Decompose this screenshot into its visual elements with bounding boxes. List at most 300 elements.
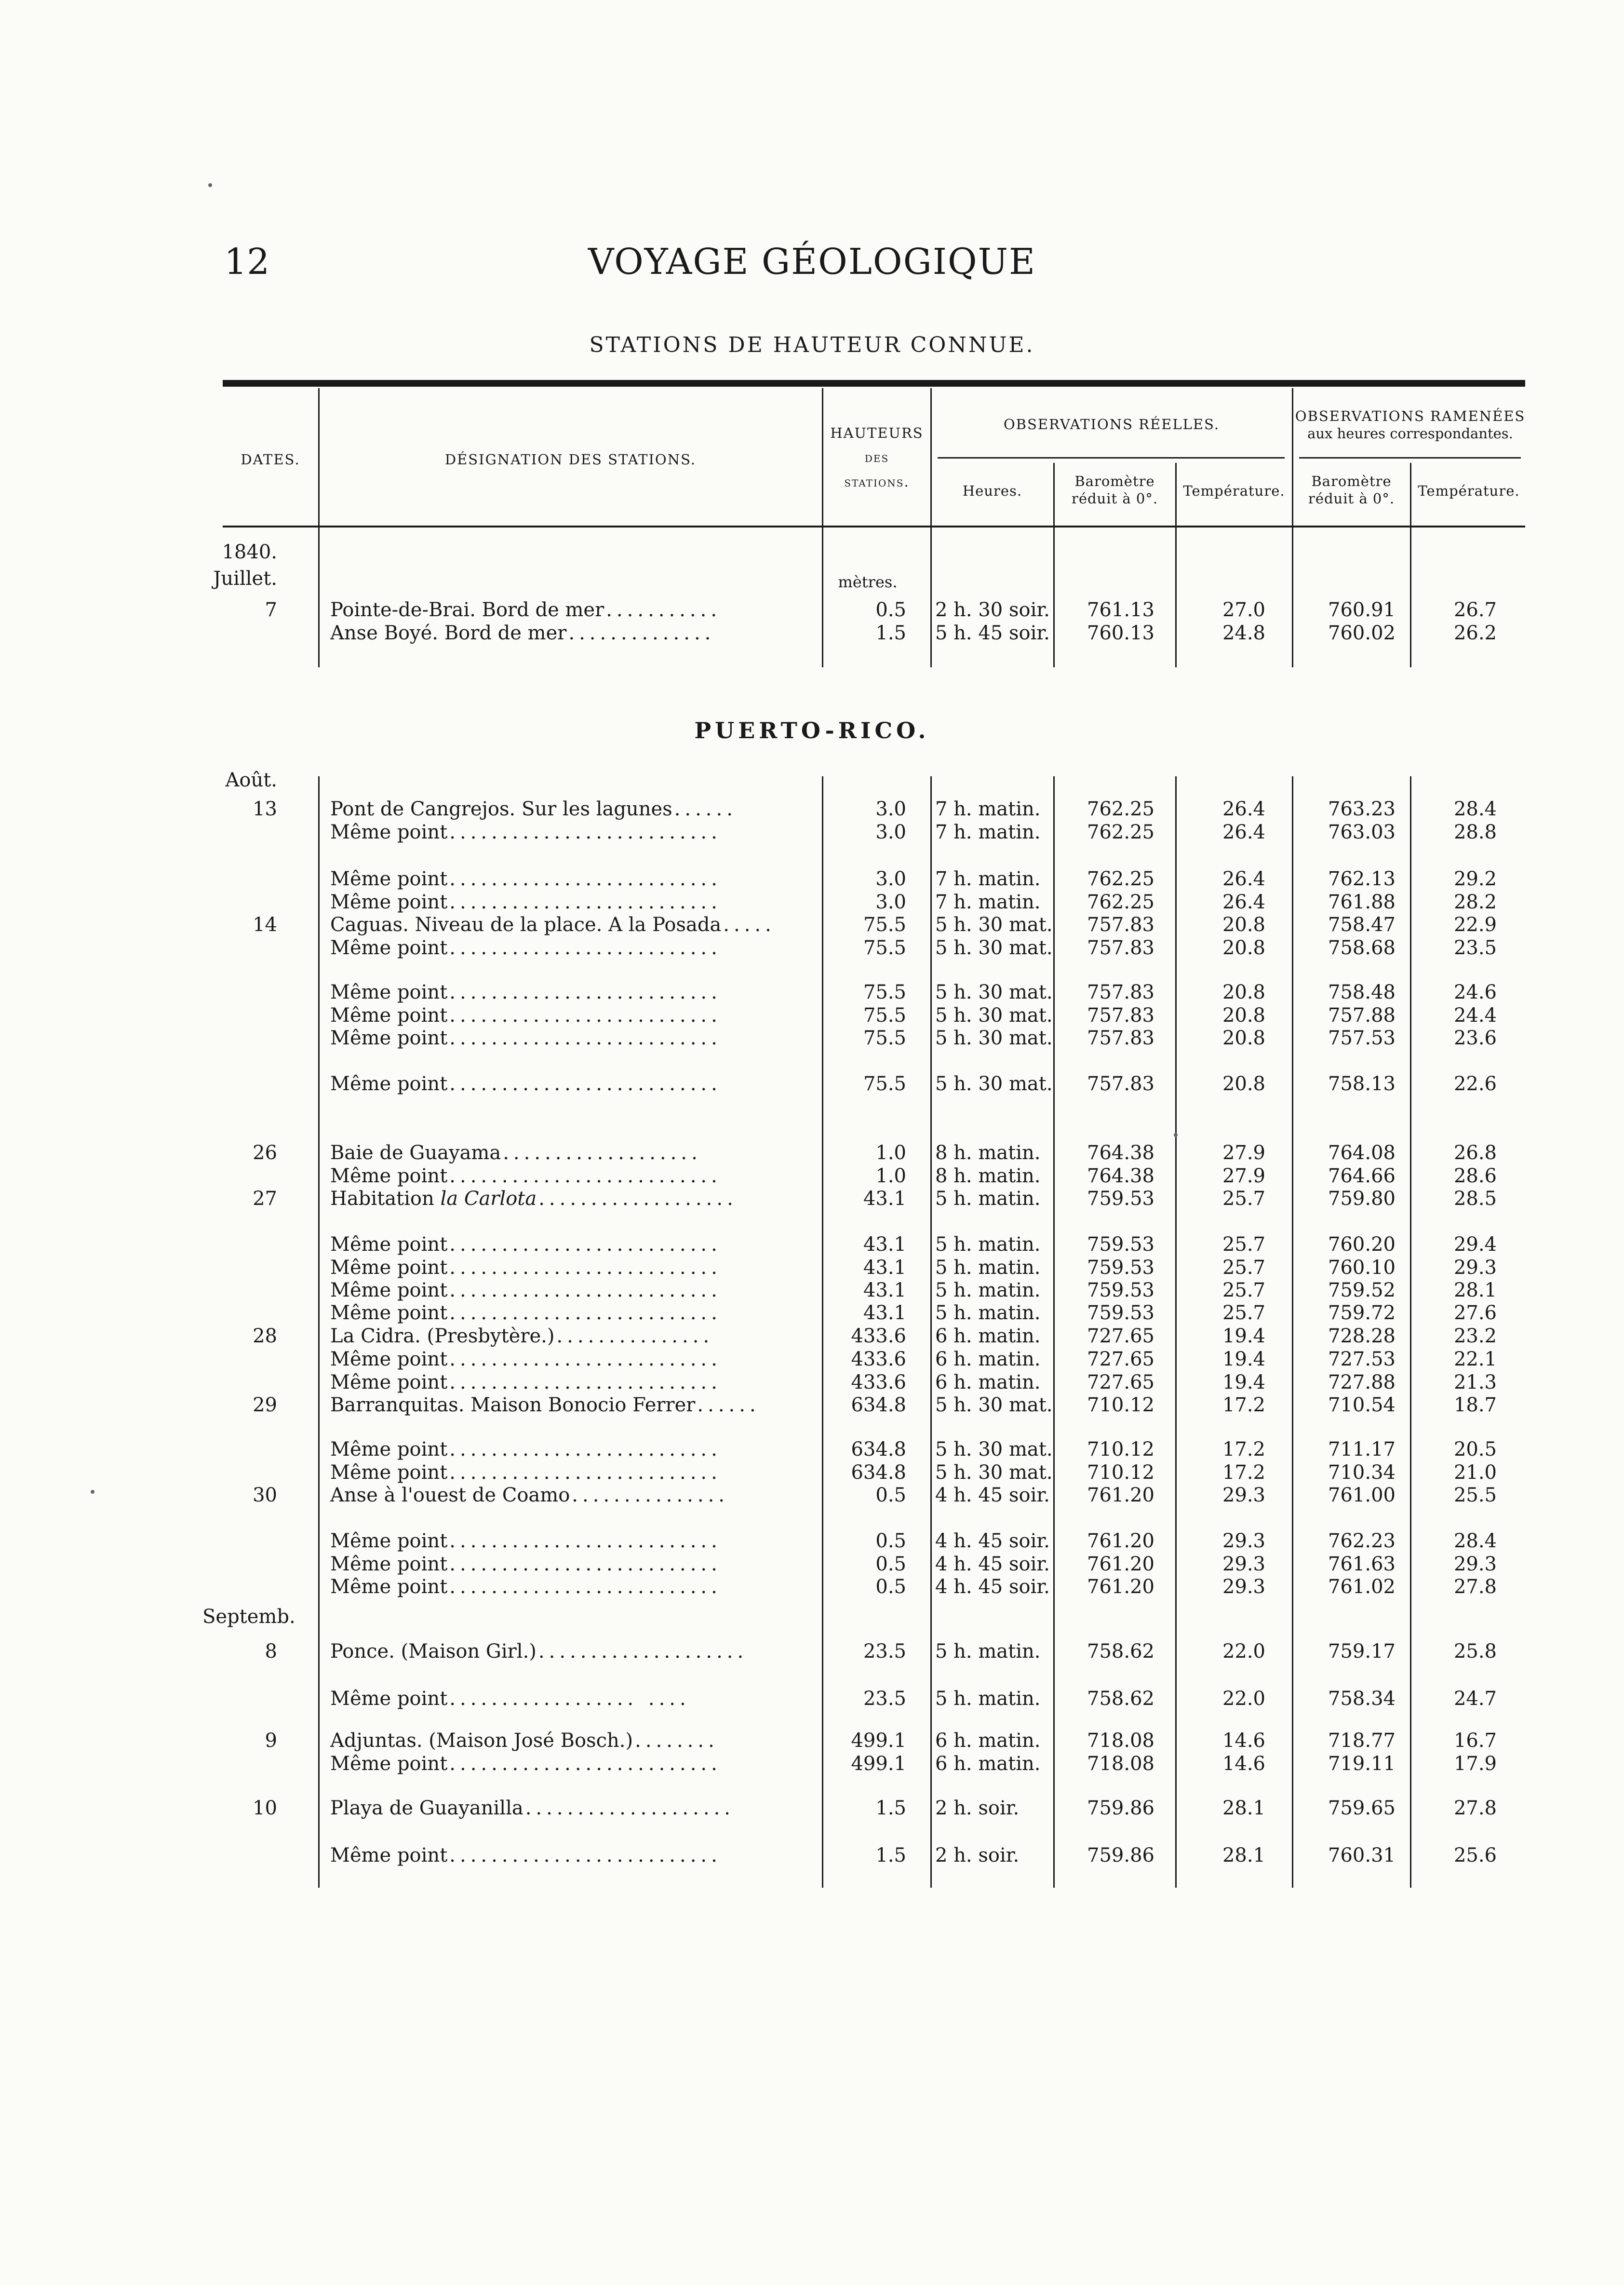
- row-time: 6 h. matin.: [935, 1753, 1041, 1775]
- row-temperature: 22.0: [1222, 1640, 1265, 1663]
- row-altitude: 0.5: [875, 1530, 906, 1552]
- col-divider: [822, 776, 823, 1888]
- row-barometer: 727.65: [1087, 1348, 1154, 1370]
- station-name-italic: la Carlota: [440, 1188, 537, 1210]
- row-altitude: 0.5: [875, 1553, 906, 1575]
- station-name-text: Même point: [330, 1688, 448, 1710]
- row-barometer: 727.65: [1087, 1325, 1154, 1347]
- col-divider: [1053, 527, 1055, 667]
- row-temperature: 27.9: [1222, 1165, 1265, 1187]
- row-temperature: 20.8: [1222, 1027, 1265, 1049]
- leader-dots: ..........................: [449, 1233, 722, 1256]
- row-date: 29: [253, 1394, 277, 1416]
- row-station-name: [330, 1688, 815, 1710]
- row-date: 14: [253, 914, 277, 936]
- row-temperature: 25.7: [1222, 1188, 1265, 1210]
- row-barometer-corrected: 718.77: [1328, 1730, 1396, 1752]
- leader-dots: ..........................: [449, 1371, 722, 1393]
- row-temperature: 25.7: [1222, 1302, 1265, 1324]
- row-altitude: 634.8: [851, 1394, 906, 1416]
- header-barometre-ramene: [1293, 473, 1410, 508]
- row-time: 5 h. 30 mat.: [935, 1394, 1053, 1416]
- header-hauteurs-line3: stations.: [844, 473, 910, 490]
- header-obs-ramenees: [1293, 407, 1528, 443]
- row-barometer: 727.65: [1087, 1371, 1154, 1393]
- row-temperature-corrected: 16.7: [1453, 1730, 1497, 1752]
- row-time: 7 h. matin.: [935, 798, 1041, 820]
- row-time: 5 h. 30 mat.: [935, 914, 1053, 936]
- row-temperature-corrected: 28.4: [1453, 1530, 1497, 1552]
- station-name-text: Même point: [330, 1279, 448, 1301]
- leader-dots: ..............: [568, 622, 715, 644]
- row-temperature-corrected: 24.7: [1453, 1688, 1497, 1710]
- row-barometer: 760.13: [1087, 622, 1154, 644]
- row-time: 5 h. 30 mat.: [935, 981, 1053, 1003]
- row-temperature-corrected: 26.8: [1453, 1142, 1497, 1164]
- row-barometer: 759.53: [1087, 1257, 1154, 1279]
- row-barometer: 759.86: [1087, 1797, 1154, 1819]
- leader-dots: ..........................: [449, 1461, 722, 1484]
- row-temperature: 29.3: [1222, 1530, 1265, 1552]
- row-barometer-corrected: 759.65: [1328, 1797, 1396, 1819]
- row-date: 7: [265, 599, 277, 621]
- station-name-text: Anse à l'ouest de Coamo: [330, 1484, 570, 1506]
- row-temperature-corrected: 27.6: [1453, 1302, 1497, 1324]
- header-dates: DATES.: [241, 451, 300, 468]
- row-time: 6 h. matin.: [935, 1348, 1041, 1370]
- header-barometre-line1: Baromètre: [1074, 473, 1155, 489]
- row-temperature-corrected: 26.2: [1453, 622, 1497, 644]
- leader-dots: ..........................: [449, 1348, 722, 1370]
- row-station-name: [330, 1553, 815, 1575]
- row-temperature-corrected: 29.4: [1453, 1233, 1497, 1256]
- leader-dots: ..........................: [449, 981, 722, 1003]
- row-barometer: 761.20: [1087, 1530, 1154, 1552]
- station-name-text: Habitation la Carlota: [330, 1188, 537, 1210]
- row-temperature: 22.0: [1222, 1688, 1265, 1710]
- station-name-text: Adjuntas. (Maison José Bosch.): [330, 1730, 633, 1752]
- row-barometer-corrected: 762.13: [1328, 868, 1396, 890]
- row-barometer: 762.25: [1087, 821, 1154, 843]
- row-altitude: 75.5: [863, 981, 906, 1003]
- row-altitude: 75.5: [863, 937, 906, 959]
- row-temperature-corrected: 23.5: [1453, 937, 1497, 959]
- row-altitude: 3.0: [875, 798, 906, 820]
- row-station-name: [330, 821, 815, 843]
- row-temperature: 24.8: [1222, 622, 1265, 644]
- row-temperature-corrected: 25.8: [1453, 1640, 1497, 1663]
- row-barometer: 759.53: [1087, 1188, 1154, 1210]
- row-date: 30: [253, 1484, 277, 1506]
- row-barometer-corrected: 758.13: [1328, 1073, 1396, 1095]
- row-temperature: 19.4: [1222, 1371, 1265, 1393]
- row-barometer-corrected: 763.23: [1328, 798, 1396, 820]
- station-name-text: Même point: [330, 821, 448, 843]
- row-time: 8 h. matin.: [935, 1142, 1041, 1164]
- row-station-name: [330, 1530, 815, 1552]
- col-divider: [1292, 776, 1293, 1888]
- scan-speck: [1174, 1133, 1178, 1137]
- row-barometer: 757.83: [1087, 914, 1154, 936]
- station-name-text: Même point: [330, 1027, 448, 1049]
- row-barometer-corrected: 760.91: [1328, 599, 1396, 621]
- row-temperature-corrected: 24.6: [1453, 981, 1497, 1003]
- station-name-text: Caguas. Niveau de la place. A la Posada: [330, 914, 722, 936]
- row-time: 7 h. matin.: [935, 868, 1041, 890]
- row-temperature: 20.8: [1222, 937, 1265, 959]
- station-name-text: Même point: [330, 1844, 448, 1866]
- row-temperature: 20.8: [1222, 1073, 1265, 1095]
- row-temperature-corrected: 17.9: [1453, 1753, 1497, 1775]
- station-name-text: Même point: [330, 1348, 448, 1370]
- row-barometer: 710.12: [1087, 1438, 1154, 1460]
- row-temperature: 26.4: [1222, 821, 1265, 843]
- header-heures: Heures.: [962, 483, 1022, 499]
- row-barometer: 762.25: [1087, 891, 1154, 913]
- row-temperature: 29.3: [1222, 1576, 1265, 1598]
- row-altitude: 499.1: [851, 1730, 906, 1752]
- row-station-name: [330, 868, 815, 890]
- row-temperature: 25.7: [1222, 1279, 1265, 1301]
- row-barometer: 757.83: [1087, 1027, 1154, 1049]
- row-temperature-corrected: 28.8: [1453, 821, 1497, 843]
- row-temperature-corrected: 21.3: [1453, 1371, 1497, 1393]
- table-top-rule: [223, 380, 1525, 387]
- station-name-text: Playa de Guayanilla: [330, 1797, 523, 1819]
- row-barometer: 762.25: [1087, 868, 1154, 890]
- row-temperature: 26.4: [1222, 868, 1265, 890]
- row-time: 5 h. matin.: [935, 1233, 1041, 1256]
- col-divider: [1175, 776, 1177, 1888]
- leader-dots: ..........................: [449, 891, 722, 913]
- year-label: 1840.: [222, 541, 277, 563]
- leader-dots: ....................: [538, 1640, 748, 1663]
- row-date: 27: [253, 1188, 277, 1210]
- row-temperature: 20.8: [1222, 1004, 1265, 1027]
- station-name-text: Ponce. (Maison Girl.): [330, 1640, 537, 1663]
- leader-dots: ..........................: [449, 1438, 722, 1460]
- row-barometer-corrected: 727.88: [1328, 1371, 1396, 1393]
- station-name-text: Même point: [330, 1553, 448, 1575]
- row-altitude: 1.0: [875, 1165, 906, 1187]
- header-hauteurs: [823, 424, 930, 490]
- page-title: VOYAGE GÉOLOGIQUE: [588, 241, 1036, 283]
- leader-dots: ..........................: [449, 821, 722, 843]
- row-temperature-corrected: 28.6: [1453, 1165, 1497, 1187]
- station-name-text: Pont de Cangrejos. Sur les lagunes: [330, 798, 672, 820]
- row-station-name: [330, 1371, 815, 1393]
- month-label-aout: Août.: [225, 769, 277, 791]
- header-temperature-ramenee: Température.: [1418, 483, 1520, 499]
- row-time: 4 h. 45 soir.: [935, 1484, 1050, 1506]
- row-barometer-corrected: 759.72: [1328, 1302, 1396, 1324]
- col-divider: [930, 527, 932, 667]
- section-title: PUERTO-RICO.: [694, 717, 930, 744]
- row-time: 5 h. 30 mat.: [935, 1027, 1053, 1049]
- row-barometer: 759.86: [1087, 1844, 1154, 1866]
- row-barometer: 764.38: [1087, 1142, 1154, 1164]
- station-name-text: Même point: [330, 1461, 448, 1484]
- row-station-name: [330, 1257, 815, 1279]
- row-temperature-corrected: 24.4: [1453, 1004, 1497, 1027]
- row-barometer-corrected: 759.52: [1328, 1279, 1396, 1301]
- station-name-text: Même point: [330, 891, 448, 913]
- row-barometer-corrected: 760.31: [1328, 1844, 1396, 1866]
- row-station-name: [330, 1484, 815, 1506]
- row-temperature: 19.4: [1222, 1348, 1265, 1370]
- row-barometer-corrected: 764.66: [1328, 1165, 1396, 1187]
- leader-dots: .....: [723, 914, 776, 936]
- row-time: 5 h. matin.: [935, 1257, 1041, 1279]
- row-time: 5 h. 45 soir.: [935, 622, 1050, 644]
- row-temperature-corrected: 28.5: [1453, 1188, 1497, 1210]
- col-divider: [318, 527, 320, 667]
- row-altitude: 1.5: [875, 1844, 906, 1866]
- row-temperature-corrected: 28.4: [1453, 798, 1497, 820]
- row-temperature-corrected: 22.9: [1453, 914, 1497, 936]
- leader-dots: ...............: [556, 1325, 714, 1347]
- row-date: 10: [253, 1797, 277, 1819]
- row-temperature: 17.2: [1222, 1394, 1265, 1416]
- row-altitude: 499.1: [851, 1753, 906, 1775]
- row-temperature: 25.7: [1222, 1233, 1265, 1256]
- row-temperature-corrected: 18.7: [1453, 1394, 1497, 1416]
- row-station-name: [330, 937, 815, 959]
- row-barometer: 757.83: [1087, 981, 1154, 1003]
- leader-dots: ...........: [606, 599, 722, 621]
- col-divider: [1292, 527, 1293, 667]
- row-barometer-corrected: 727.53: [1328, 1348, 1396, 1370]
- row-station-name: [330, 1165, 815, 1187]
- station-name-text: Barranquitas. Maison Bonocio Ferrer: [330, 1394, 696, 1416]
- row-barometer: 761.20: [1087, 1484, 1154, 1506]
- row-barometer: 758.62: [1087, 1688, 1154, 1710]
- row-time: 4 h. 45 soir.: [935, 1530, 1050, 1552]
- row-barometer-corrected: 758.48: [1328, 981, 1396, 1003]
- row-temperature-corrected: 20.5: [1453, 1438, 1497, 1460]
- leader-dots: ..........................: [449, 1257, 722, 1279]
- row-station-name: [330, 1844, 815, 1866]
- row-barometer: 757.83: [1087, 937, 1154, 959]
- row-altitude: 3.0: [875, 821, 906, 843]
- row-station-name: [330, 1233, 815, 1256]
- row-date: 28: [253, 1325, 277, 1347]
- row-temperature-corrected: 23.2: [1453, 1325, 1497, 1347]
- row-temperature: 20.8: [1222, 981, 1265, 1003]
- station-name-text: Même point: [330, 1257, 448, 1279]
- station-name-text: Même point: [330, 1530, 448, 1552]
- row-time: 2 h. soir.: [935, 1797, 1020, 1819]
- header-obs-reelles: OBSERVATIONS RÉELLES.: [1003, 416, 1220, 433]
- station-name-text: Même point: [330, 1302, 448, 1324]
- row-station-name: [330, 1753, 815, 1775]
- row-altitude: 433.6: [851, 1371, 906, 1393]
- row-altitude: 1.5: [875, 622, 906, 644]
- leader-dots: ...................: [538, 1188, 738, 1210]
- row-barometer: 761.20: [1087, 1553, 1154, 1575]
- row-barometer: 758.62: [1087, 1640, 1154, 1663]
- row-barometer-corrected: 761.00: [1328, 1484, 1396, 1506]
- row-temperature: 14.6: [1222, 1730, 1265, 1752]
- row-station-name: [330, 1279, 815, 1301]
- leader-dots: ...............: [572, 1484, 729, 1506]
- col-divider: [318, 776, 320, 1888]
- station-name-text: Même point: [330, 1004, 448, 1027]
- row-temperature: 19.4: [1222, 1325, 1265, 1347]
- leader-dots: ..........................: [449, 1530, 722, 1552]
- row-time: 4 h. 45 soir.: [935, 1553, 1050, 1575]
- header-barometre-ramene-line1: Baromètre: [1311, 473, 1392, 489]
- row-barometer: 761.20: [1087, 1576, 1154, 1598]
- row-barometer-corrected: 761.88: [1328, 891, 1396, 913]
- scan-speck: [91, 1490, 94, 1494]
- row-barometer-corrected: 710.54: [1328, 1394, 1396, 1416]
- row-barometer: 710.12: [1087, 1461, 1154, 1484]
- row-station-name: [330, 1797, 815, 1819]
- row-altitude: 1.5: [875, 1797, 906, 1819]
- row-time: 5 h. matin.: [935, 1188, 1041, 1210]
- row-time: 7 h. matin.: [935, 821, 1041, 843]
- row-barometer-corrected: 761.02: [1328, 1576, 1396, 1598]
- row-altitude: 0.5: [875, 1484, 906, 1506]
- row-station-name: [330, 1461, 815, 1484]
- station-name-text: Baie de Guayama: [330, 1142, 501, 1164]
- row-temperature-corrected: 29.3: [1453, 1257, 1497, 1279]
- row-altitude: 634.8: [851, 1461, 906, 1484]
- row-temperature-corrected: 21.0: [1453, 1461, 1497, 1484]
- row-barometer: 761.13: [1087, 599, 1154, 621]
- station-name-text: Même point: [330, 981, 448, 1003]
- row-station-name: [330, 1394, 815, 1416]
- row-barometer: 710.12: [1087, 1394, 1154, 1416]
- row-barometer-corrected: 757.53: [1328, 1027, 1396, 1049]
- month-label-septembre: Septemb.: [202, 1606, 295, 1628]
- leader-dots: ..........................: [449, 1027, 722, 1049]
- col-divider: [1053, 776, 1055, 1888]
- header-obs-ramenees-line2: aux heures correspondantes.: [1307, 425, 1513, 442]
- row-station-name: [330, 1188, 815, 1210]
- row-station-name: [330, 891, 815, 913]
- row-altitude: 43.1: [863, 1188, 906, 1210]
- row-altitude: 43.1: [863, 1302, 906, 1324]
- row-temperature: 26.4: [1222, 798, 1265, 820]
- row-temperature-corrected: 25.6: [1453, 1844, 1497, 1866]
- leader-dots: ..........................: [449, 1753, 722, 1775]
- col-divider: [1175, 527, 1177, 667]
- station-name-text: Même point: [330, 1753, 448, 1775]
- row-time: 7 h. matin.: [935, 891, 1041, 913]
- row-barometer-corrected: 710.34: [1328, 1461, 1396, 1484]
- row-temperature: 20.8: [1222, 914, 1265, 936]
- row-barometer-corrected: 758.34: [1328, 1688, 1396, 1710]
- col-divider: [822, 527, 823, 667]
- row-temperature-corrected: 28.2: [1453, 891, 1497, 913]
- row-barometer-corrected: 759.80: [1328, 1188, 1396, 1210]
- header-bottom-rule: [223, 526, 1525, 527]
- row-altitude: 43.1: [863, 1233, 906, 1256]
- row-time: 6 h. matin.: [935, 1371, 1041, 1393]
- header-hauteurs-line2: des: [864, 449, 889, 466]
- row-altitude: 23.5: [863, 1688, 906, 1710]
- row-barometer-corrected: 758.47: [1328, 914, 1396, 936]
- row-temperature-corrected: 27.8: [1453, 1576, 1497, 1598]
- leader-dots: ..........................: [449, 868, 722, 890]
- table-title: STATIONS DE HAUTEUR CONNUE.: [589, 333, 1035, 357]
- row-station-name: [330, 798, 815, 820]
- station-name-text: Même point: [330, 937, 448, 959]
- leader-dots: ..........................: [449, 1004, 722, 1027]
- row-barometer-corrected: 760.02: [1328, 622, 1396, 644]
- row-barometer-corrected: 761.63: [1328, 1553, 1396, 1575]
- row-date: 9: [265, 1730, 277, 1752]
- row-altitude: 23.5: [863, 1640, 906, 1663]
- row-altitude: 75.5: [863, 1027, 906, 1049]
- row-barometer: 757.83: [1087, 1073, 1154, 1095]
- row-station-name: [330, 914, 815, 936]
- row-temperature: 29.3: [1222, 1484, 1265, 1506]
- unit-label: mètres.: [838, 573, 898, 591]
- row-time: 6 h. matin.: [935, 1325, 1041, 1347]
- row-barometer-corrected: 719.11: [1328, 1753, 1396, 1775]
- station-name-text: Même point: [330, 1073, 448, 1095]
- row-barometer: 759.53: [1087, 1302, 1154, 1324]
- row-altitude: 634.8: [851, 1438, 906, 1460]
- row-barometer: 759.53: [1087, 1279, 1154, 1301]
- row-time: 5 h. matin.: [935, 1302, 1041, 1324]
- row-time: 4 h. 45 soir.: [935, 1576, 1050, 1598]
- row-temperature: 17.2: [1222, 1438, 1265, 1460]
- row-date: 8: [265, 1640, 277, 1663]
- row-temperature: 14.6: [1222, 1753, 1265, 1775]
- row-temperature: 28.1: [1222, 1797, 1265, 1819]
- subheader-rule: [938, 457, 1285, 459]
- row-temperature: 27.0: [1222, 599, 1265, 621]
- row-temperature-corrected: 28.1: [1453, 1279, 1497, 1301]
- row-temperature: 28.1: [1222, 1844, 1265, 1866]
- leader-dots: ..........................: [449, 1576, 722, 1598]
- col-divider: [1410, 776, 1411, 1888]
- row-date: 13: [253, 798, 277, 820]
- row-time: 5 h. 30 mat.: [935, 1004, 1053, 1027]
- row-time: 5 h. 30 mat.: [935, 1438, 1053, 1460]
- row-temperature-corrected: 22.1: [1453, 1348, 1497, 1370]
- row-time: 5 h. matin.: [935, 1640, 1041, 1663]
- header-barometre-ramene-line2: réduit à 0°.: [1308, 490, 1395, 507]
- row-temperature: 25.7: [1222, 1257, 1265, 1279]
- station-name-text: Même point: [330, 1438, 448, 1460]
- row-altitude: 0.5: [875, 1576, 906, 1598]
- station-name-text: La Cidra. (Presbytère.): [330, 1325, 555, 1347]
- row-station-name: [330, 981, 815, 1003]
- row-altitude: 75.5: [863, 914, 906, 936]
- row-barometer: 718.08: [1087, 1753, 1154, 1775]
- row-time: 5 h. matin.: [935, 1279, 1041, 1301]
- row-altitude: 0.5: [875, 599, 906, 621]
- row-temperature-corrected: 22.6: [1453, 1073, 1497, 1095]
- row-barometer-corrected: 760.20: [1328, 1233, 1396, 1256]
- row-barometer: 764.38: [1087, 1165, 1154, 1187]
- row-time: 6 h. matin.: [935, 1730, 1041, 1752]
- leader-dots: .................. ....: [449, 1688, 690, 1710]
- row-altitude: 75.5: [863, 1073, 906, 1095]
- row-altitude: 3.0: [875, 868, 906, 890]
- row-time: 5 h. 30 mat.: [935, 937, 1053, 959]
- row-station-name: [330, 622, 815, 644]
- row-altitude: 3.0: [875, 891, 906, 913]
- row-barometer-corrected: 760.10: [1328, 1257, 1396, 1279]
- month-label-juillet: Juillet.: [213, 568, 277, 590]
- row-temperature-corrected: 26.7: [1453, 599, 1497, 621]
